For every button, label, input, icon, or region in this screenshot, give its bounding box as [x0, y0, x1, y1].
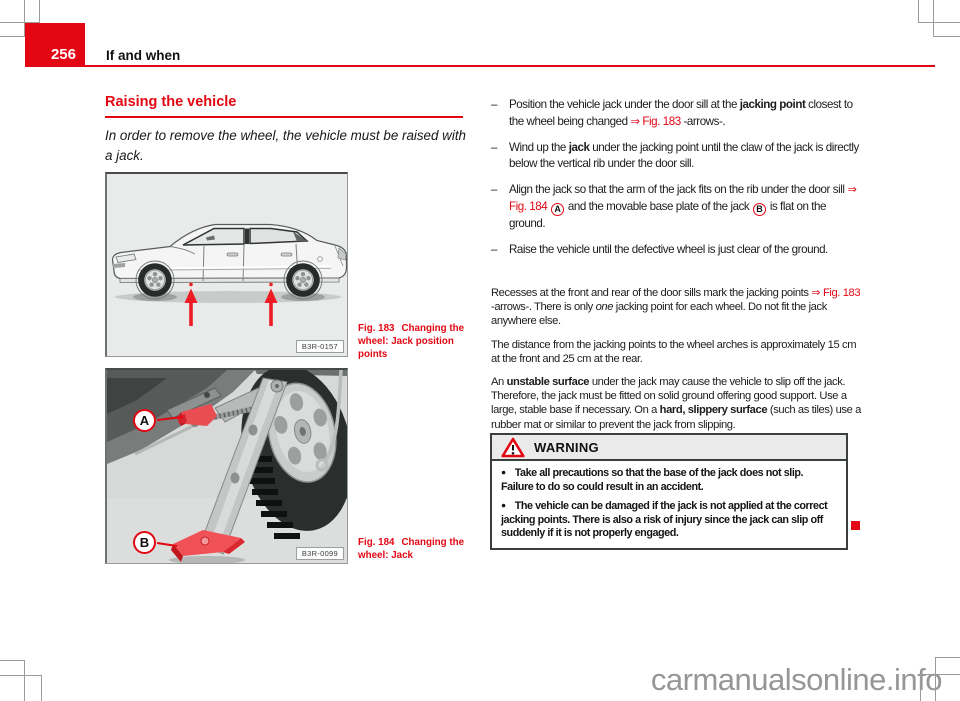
notes-section	[491, 286, 865, 441]
intro-text: In order to remove the wheel, the vehicle must be raised with a jack.	[105, 128, 466, 163]
crop-mark	[0, 0, 25, 37]
figure-184-caption-text: Changing the wheel: Jack	[358, 537, 465, 562]
figure-184-caption	[358, 536, 466, 562]
rear-wheel	[284, 261, 322, 299]
instruction-item	[491, 182, 863, 233]
jacking-point-mark-rear	[269, 283, 273, 287]
bullet-dot: ●	[501, 500, 506, 511]
figure-183-caption-label: Fig. 183	[358, 323, 395, 334]
figure-184-marker-a: A	[133, 409, 156, 432]
warning-text: The vehicle can be damaged if the jack is not applied at the correct jacking points. There is also a risk of injury since the jack can slip off suddenly if it is not properly engaged.	[501, 500, 828, 540]
instruction-item	[491, 97, 863, 131]
section-end-marker	[851, 521, 860, 530]
warning-item	[501, 467, 837, 494]
note-paragraph: An unstable surface under the jack may cause the vehicle to slip off the jack. Therefore, the jack must be fitted on solid ground offering good support. Use a large, stable base if necessary. On a hard, slippery surface (such as tiles) use a rubber mat or similar to prevent the jack from slipping.	[491, 376, 861, 431]
figure-183-jack-position-points	[105, 172, 348, 357]
figure-183-caption	[358, 322, 466, 361]
dash-marker: –	[491, 242, 497, 256]
crop-mark	[0, 675, 42, 701]
warning-triangle-icon	[501, 437, 525, 458]
instruction-text: Position the vehicle jack under the door sill at the jacking point closest to the wheel being changed ⇒ Fig. 183 -arrows-.	[509, 98, 853, 128]
crop-mark	[920, 674, 960, 701]
note-paragraph: Recesses at the front and rear of the door sills mark the jacking points ⇒ Fig. 183 -arrows-. There is only one jacking point for each wheel. Do not fit the jack anywhere else.	[491, 287, 861, 328]
dash-marker: –	[491, 98, 497, 111]
warning-text: Take all precautions so that the base of the jack does not slip. Failure to do so could result in an accident.	[501, 467, 804, 493]
instruction-item	[491, 140, 863, 174]
warning-box	[490, 433, 848, 550]
bullet-dot: ●	[501, 467, 506, 477]
car-side-view-illustration	[107, 174, 347, 356]
dash-marker: –	[491, 140, 497, 154]
page-number-box	[25, 23, 85, 66]
warning-body	[492, 461, 846, 548]
instruction-text: Raise the vehicle until the defective wheel is just clear of the ground.	[509, 242, 828, 256]
crop-mark	[933, 0, 960, 37]
header-rule	[25, 65, 935, 67]
warning-header	[492, 435, 846, 461]
circled-letter-a: A	[551, 203, 564, 216]
page-heading: Raising the vehicle	[105, 94, 463, 118]
circled-letter-b: B	[753, 203, 766, 216]
instruction-text: Wind up the jack under the jacking point until the claw of the jack is directly below the vertical rib under the door sill.	[509, 140, 859, 171]
instruction-item	[491, 242, 863, 259]
instruction-text: Align the jack so that the arm of the jack fits on the rib under the door sill ⇒ Fig. 184 A and the movable base plate of the jack B is flat on the ground.	[509, 183, 857, 230]
note-paragraph: The distance from the jacking points to the wheel arches is approximately 15 cm at the front and 25 cm at the rear.	[491, 338, 857, 365]
warning-item	[501, 500, 837, 541]
figure-184-code: B3R-0099	[296, 547, 344, 560]
front-wheel	[136, 261, 174, 299]
watermark: carmanualsonline.info	[650, 662, 942, 697]
figure-183-code: B3R-0157	[296, 340, 344, 353]
figure-183-caption-text: Changing the wheel: Jack position points	[358, 323, 465, 361]
figure-184-marker-b: B	[133, 531, 156, 554]
jacking-point-mark-front	[189, 283, 193, 287]
dash-marker: –	[491, 183, 497, 197]
instruction-list	[491, 97, 863, 268]
section-title: If and when	[106, 48, 181, 63]
figure-184-caption-label: Fig. 184	[358, 537, 395, 548]
page-number: 256	[50, 46, 76, 63]
warning-title: WARNING	[534, 439, 599, 455]
figure-184-jack	[105, 368, 348, 564]
